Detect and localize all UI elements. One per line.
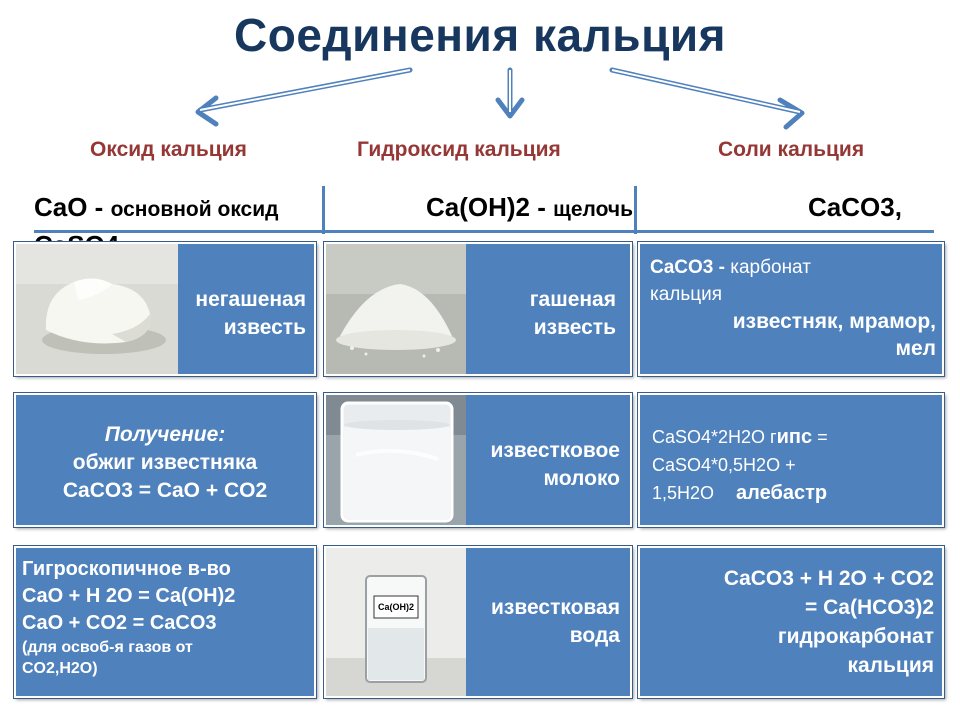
hygroscopic-note-2: CO2,H2O) <box>22 660 98 677</box>
formula-line <box>34 192 934 232</box>
formula-caoh2-desc: щелочь <box>553 198 633 221</box>
lime-milk-label-1: известковое <box>490 439 620 462</box>
box-slaked-lime <box>324 242 632 376</box>
divider-right <box>634 186 637 234</box>
box-calcium-carbonate <box>638 242 944 376</box>
divider-left <box>322 186 325 234</box>
box-quicklime <box>14 242 316 376</box>
quicklime-photo <box>16 244 178 374</box>
hygroscopic-eq-2: CaO + CO2 = CaCO3 <box>22 612 217 634</box>
slaked-lime-label-2: известь <box>533 316 616 339</box>
arrow-right <box>612 70 802 127</box>
gypsum-line-2: CaSO4*0,5H2O + <box>652 455 796 475</box>
formula-caoh2: Ca(OH)2 - щелочь <box>426 192 633 222</box>
category-hydroxide: Гидроксид кальция <box>357 138 561 161</box>
lime-water-label-1: известковая <box>491 596 620 619</box>
carbonate-line-3: известняк, мрамор, <box>732 310 936 333</box>
carbonate-line-4: мел <box>895 337 936 360</box>
hygroscopic-heading: Гигроскопичное в-во <box>22 558 231 580</box>
lime-milk-photo <box>326 395 466 525</box>
carbonate-line-1: CaCO3 - карбонат <box>650 257 811 278</box>
lime-water-photo <box>326 548 466 696</box>
production-line-2: обжиг известняка <box>72 451 258 474</box>
page-title: Соединения кальция <box>234 9 726 61</box>
box-gypsum <box>638 393 944 527</box>
quicklime-label-1: негашеная <box>195 288 306 311</box>
category-oxide: Оксид кальция <box>90 138 247 161</box>
box-bicarbonate <box>638 546 944 698</box>
category-salts: Соли кальция <box>718 138 865 161</box>
lime-milk-label-2: молоко <box>543 467 620 490</box>
bicarbonate-line-4: кальция <box>847 654 934 677</box>
box-hygroscopic <box>14 546 316 698</box>
bicarbonate-line-2: = Ca(HCO3)2 <box>805 596 934 619</box>
formula-cao-desc: основной оксид <box>110 198 279 221</box>
bicarbonate-line-1: CaCO3 + H 2O + CO2 <box>723 567 934 590</box>
gypsum-line-1: CaSO4*2H2O гипс = <box>652 426 828 448</box>
carbonate-line-2: кальция <box>650 284 723 305</box>
box-lime-water <box>324 546 632 698</box>
box-production <box>14 393 316 527</box>
alabaster-label: алебастр <box>736 482 828 504</box>
production-equation: CaCO3 = CaO + CO2 <box>62 479 268 502</box>
gypsum-line-3: 1,5H2O алебастр <box>652 482 828 504</box>
lime-water-label-2: вода <box>569 624 620 647</box>
formula-caco3: CaCO3, <box>808 192 902 222</box>
hygroscopic-eq-1: CaO + H 2O = Ca(OH)2 <box>22 585 236 607</box>
production-heading: Получение: <box>104 423 226 446</box>
quicklime-label-2: известь <box>223 316 306 339</box>
formula-cao: CaO - основной оксид <box>34 192 279 222</box>
slaked-lime-label-1: гашеная <box>529 288 616 311</box>
slaked-lime-photo <box>326 244 466 374</box>
arrow-left <box>198 70 410 124</box>
box-lime-milk <box>324 393 632 527</box>
hygroscopic-note-1: (для освоб-я газов от <box>22 639 193 656</box>
bicarbonate-line-3: гидрокарбонат <box>777 625 934 648</box>
arrows-diagram <box>0 0 960 140</box>
formula-underline <box>34 230 934 233</box>
beaker-label: Ca(OH)2 <box>377 602 414 612</box>
